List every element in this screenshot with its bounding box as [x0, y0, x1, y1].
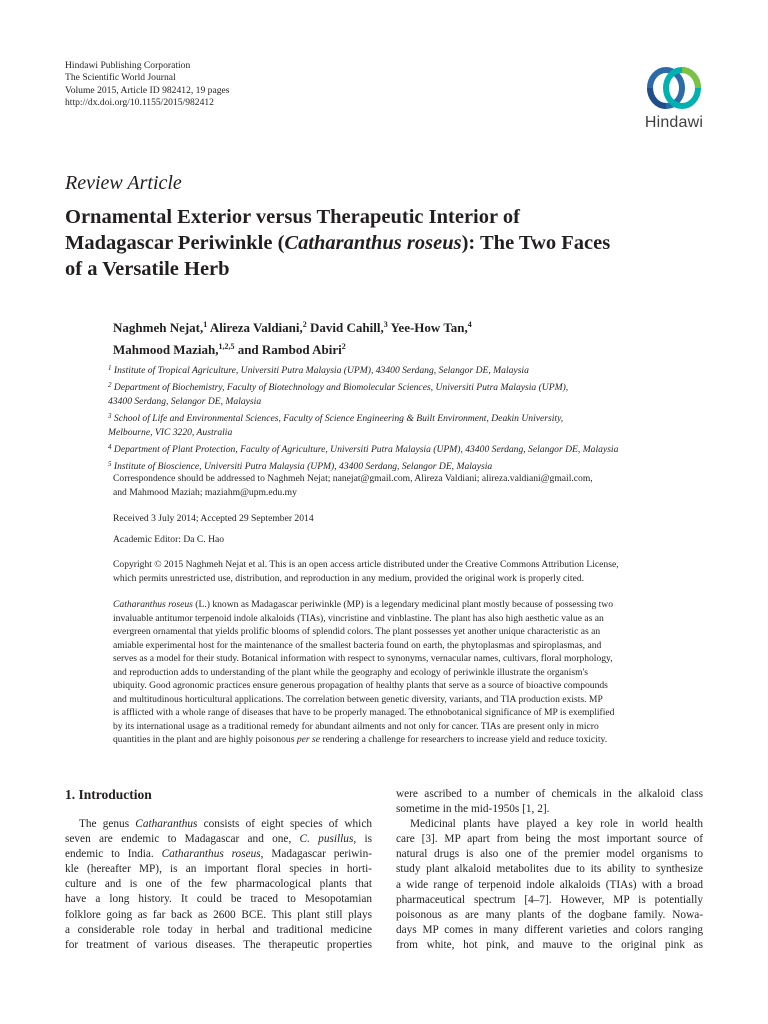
body-line: a considerable role today in herbal and traditional medicine: [65, 923, 372, 936]
author-name: Yee-How Tan,: [390, 320, 468, 335]
author-name: Alireza Valdiani,: [209, 320, 303, 335]
body-line: care [3]. MP apart from being the most important source of: [396, 833, 703, 846]
affiliations: [108, 361, 618, 474]
abstract-line: and multitudinous horticultural applications. The correlation between genetic diversity, variants, and TIA production exists. MP: [113, 693, 603, 705]
body-line: [65, 832, 372, 847]
body-line: poisonous as are many plants of the dogbane family. Nowa-: [396, 908, 703, 921]
journal-header: [65, 60, 230, 110]
author-affil: 2: [302, 320, 307, 329]
author-affil: 1,2,5: [218, 342, 235, 351]
body-line: were ascribed to a number of chemicals in the alkaloid class: [396, 788, 703, 800]
hindawi-logo: [632, 64, 716, 136]
correspondence-line: and Mahmood Maziah; maziahm@upm.edu.my: [113, 486, 297, 498]
affiliation-num: 4: [108, 443, 112, 451]
abstract-text: quantities in the plant and are highly poisonous: [113, 734, 297, 745]
affiliation-num: 3: [108, 412, 112, 420]
academic-editor: Academic Editor: Da C. Hao: [113, 534, 225, 545]
body-line: natural drugs is also one of the premier model organisms to: [396, 848, 703, 861]
body-italic: Catharanthus: [135, 818, 198, 830]
volume-info: Volume 2015, Article ID 982412, 19 pages: [65, 84, 230, 96]
copyright: [113, 558, 619, 585]
hindawi-rings-icon: [642, 64, 706, 112]
intro-paragraph: [65, 817, 372, 953]
affiliation: [108, 361, 618, 378]
body-italic: Catharanthus roseus: [161, 848, 261, 861]
body-line: days MP comes in many different varieties and colors ranging: [396, 923, 703, 936]
author-affil: 1: [203, 320, 208, 329]
body-line: folklore going as far back as 2600 BCE. This plant still plays: [65, 908, 372, 921]
body-text: consists of eight species of which: [197, 818, 372, 830]
abstract-line: evergreen ornamental that yields prolific blooms of splendid colors. The plant possesses yet another unique characteristic as an: [113, 626, 601, 637]
abstract-line: [113, 733, 708, 747]
intro-paragraph: [396, 787, 703, 953]
author-affil: 4: [467, 320, 472, 329]
body-text: , is: [353, 833, 372, 846]
affiliation-num: 5: [108, 460, 112, 468]
received-date: Received 3 July 2014; Accepted 29 September 2014: [113, 513, 314, 524]
title-line-3: of a Versatile Herb: [65, 258, 230, 280]
title-text: Madagascar Periwinkle (: [65, 232, 285, 254]
body-line: from white, hot pink, and mauve to the original pink as: [396, 938, 703, 951]
authors-line-2: [113, 337, 472, 359]
author-name: David Cahill,: [310, 320, 384, 335]
body-line: sometime in the mid-1950s [1, 2].: [396, 803, 550, 816]
logo-text: Hindawi: [644, 114, 704, 131]
abstract-text: (L.) known as Madagascar periwinkle (MP) is a legendary medicinal plant mostly because of possessing two: [192, 599, 614, 610]
abstract-line: ubiquity. Good agronomic practices ensure generous propagation of healthy plants that serve as a source of bioactive compounds: [113, 680, 608, 691]
affiliation: [108, 440, 618, 457]
journal-name: The Scientific World Journal: [65, 72, 176, 84]
abstract-line: amiable experimental host for the maintenance of the smallest bacteria found on earth, the phytoplasmas and spiroplasmas, and: [113, 639, 602, 651]
correspondence: [113, 472, 593, 499]
abstract-italic: per se: [296, 734, 321, 745]
title-line-1: Ornamental Exterior versus Therapeutic Interior of: [65, 206, 520, 228]
affiliation-text: Institute of Tropical Agriculture, Universiti Putra Malaysia (UPM), 43400 Serdang, Selangor DE, Malaysia: [113, 365, 529, 376]
paper-title: [65, 204, 725, 282]
body-line: for treatment of various diseases. The therapeutic properties: [65, 938, 372, 951]
body-line: kle (hereafter MP), is an important floral species in horti-: [65, 863, 372, 876]
body-text: seven are endemic to Madagascar and one,: [65, 833, 300, 846]
abstract-species: Catharanthus roseus: [113, 599, 193, 610]
abstract-line: [113, 598, 708, 612]
abstract-text: rendering a challenge for researchers to increase yield and reduce toxicity.: [320, 734, 608, 745]
body-line: [65, 847, 372, 862]
affiliation-text: School of Life and Environmental Sciences, Faculty of Science Engineering & Built Environment, Deakin University,: [113, 413, 564, 424]
body-line: a wide range of terpenoid indole alkaloids (TIAs) with a broad: [396, 878, 703, 891]
correspondence-line: Correspondence should be addressed to Naghmeh Nejat; nanejat@gmail.com, Alireza Valdiani; alireza.valdiani@gmail.com,: [113, 473, 593, 484]
author-name: Mahmood Maziah,: [113, 342, 219, 357]
affiliation: [108, 378, 618, 395]
body-text: , Madagascar periwin-: [260, 848, 372, 861]
abstract-line: by its international usage as a traditional remedy for abundant ailments and not only for cancer. TIAs are present only in micro: [113, 720, 599, 732]
title-text: ): The Two Faces: [461, 232, 611, 254]
body-line: culture and is one of the few pharmacological plants that: [65, 878, 372, 891]
affiliation-cont: Melbourne, VIC 3220, Australia: [108, 427, 233, 438]
affiliation-text: Department of Biochemistry, Faculty of Biotechnology and Biomolecular Sciences, Universiti Putra Malaysia (UPM),: [113, 382, 569, 393]
author-affil: 2: [341, 342, 346, 351]
abstract-line: serves as a model for their study. Botanical information with respect to synonyms, vernacular names, cultivars, floral morphology,: [113, 653, 613, 664]
doi-link[interactable]: http://dx.doi.org/10.1155/2015/982412: [65, 97, 214, 109]
section-heading: 1. Introduction: [65, 787, 152, 802]
body-line: [65, 817, 372, 832]
abstract-line: invaluable antitumor terpenoid indole alkaloids (TIAs), vincristine and vinblastine. The plant has also high aesthetic value as an: [113, 612, 604, 624]
affiliation: [108, 409, 618, 426]
author-affil: 3: [383, 320, 388, 329]
body-line: Medicinal plants have played a key role in world health: [410, 818, 703, 831]
body-text: The genus: [79, 818, 136, 830]
abstract-line: is afflicted with a whole range of diseases that have to be properly managed. The ethnobotanical significance of MP is exemplified: [113, 707, 615, 718]
copyright-line: Copyright © 2015 Naghmeh Nejat et al. This is an open access article distributed under the Creative Commons Attribution License,: [113, 559, 619, 570]
title-line-2: [65, 230, 725, 256]
affiliation-cont: 43400 Serdang, Selangor DE, Malaysia: [108, 396, 262, 407]
body-text: endemic to India.: [65, 848, 162, 861]
authors: [113, 315, 472, 359]
affiliation-num: 1: [108, 364, 112, 372]
body-line: study plant alkaloid metabolites due to its ability to synthesize: [396, 863, 703, 876]
body-line: pharmaceutical spectrum [4–7]. However, MP is potentially: [396, 893, 703, 906]
body-column-left: [65, 787, 372, 953]
article-type: Review Article: [65, 172, 182, 194]
copyright-line: which permits unrestricted use, distribution, and reproduction in any medium, provided the original work is properly cited.: [113, 572, 585, 584]
publisher: Hindawi Publishing Corporation: [65, 60, 191, 71]
author-name: and Rambod Abiri: [237, 342, 342, 357]
body-column-right: [396, 787, 703, 953]
title-species: Catharanthus roseus: [284, 232, 462, 254]
body-italic: C. pusillus: [299, 833, 354, 846]
body-line: have a long history. It could be traced to Mesopotamian: [65, 893, 372, 906]
author-name: Naghmeh Nejat,: [113, 320, 204, 335]
authors-line-1: [113, 315, 472, 337]
affiliation-num: 2: [108, 381, 112, 389]
abstract: [113, 598, 708, 747]
abstract-line: and reproduction adds to understanding of the plant while the geography and ecology of periwinkle illustrate the organism's: [113, 666, 588, 678]
affiliation-text: Institute of Bioscience, Universiti Putra Malaysia (UPM), 43400 Serdang, Selangor DE, Malaysia: [113, 461, 493, 472]
affiliation-text: Department of Plant Protection, Faculty of Agriculture, Universiti Putra Malaysia (UPM), 43400 Serdang, Selangor DE, Malaysia: [113, 444, 619, 455]
